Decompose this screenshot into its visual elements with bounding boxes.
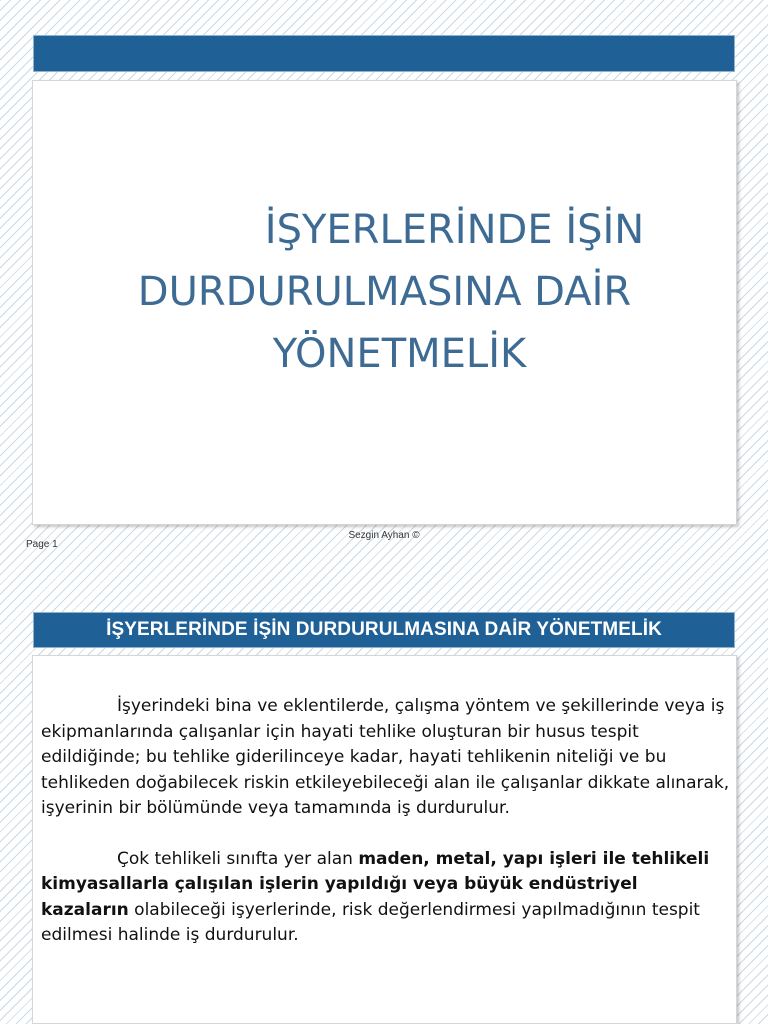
slide2-header-bar [33,612,735,648]
slide2-paragraph2-start: Çok tehlikeli sınıfta yer alan [117,848,359,869]
slide2-paragraph2-end: olabileceği işyerlerinde, risk değerlendirmesi yapılmadığının tespit edilmesi halinde iş durdurulur. [41,899,700,945]
slide2-panel [32,655,737,1024]
slide1-header-bar [33,35,735,72]
slide1-panel [32,80,737,525]
slide1-title-line2: DURDURULMASINA DAİR [137,269,632,315]
slide1-title-line3: YÖNETMELİK [272,331,527,377]
slide2-body [41,694,731,974]
slide1-page-number: Page 1 [26,539,58,550]
slide1-title [33,199,736,385]
slide2-paragraph2 [41,847,731,949]
slide2-paragraph2-bold: maden, metal, yapı işleri ile tehlikeli kimyasallarla çalışılan işlerin yapıldığı veya büyük endüstriyel kazaların [41,848,710,920]
slide1-title-line1: İŞYERLERİNDE İŞİN [264,207,645,253]
slide1-author: Sezgin Ayhan © [348,530,420,541]
slide2-header-title: İŞYERLERİNDE İŞİN DURDURULMASINA DAİR YÖNETMELİK [106,619,662,640]
slide2-paragraph1: İşyerindeki bina ve eklentilerde, çalışma yöntem ve şekillerinde veya iş ekipmanlarında çalışanlar için hayati tehlike oluşturan bir husus tespit edildiğinde; bu tehlike giderilinceye kadar, hayati tehlikenin niteliği ve bu tehlikeden doğabilecek riskin etkileyebileceği alan ile çalışanlar dikkate alınarak, işyerinin bir bölümünde veya tamamında iş durdurulur. [41,696,730,818]
